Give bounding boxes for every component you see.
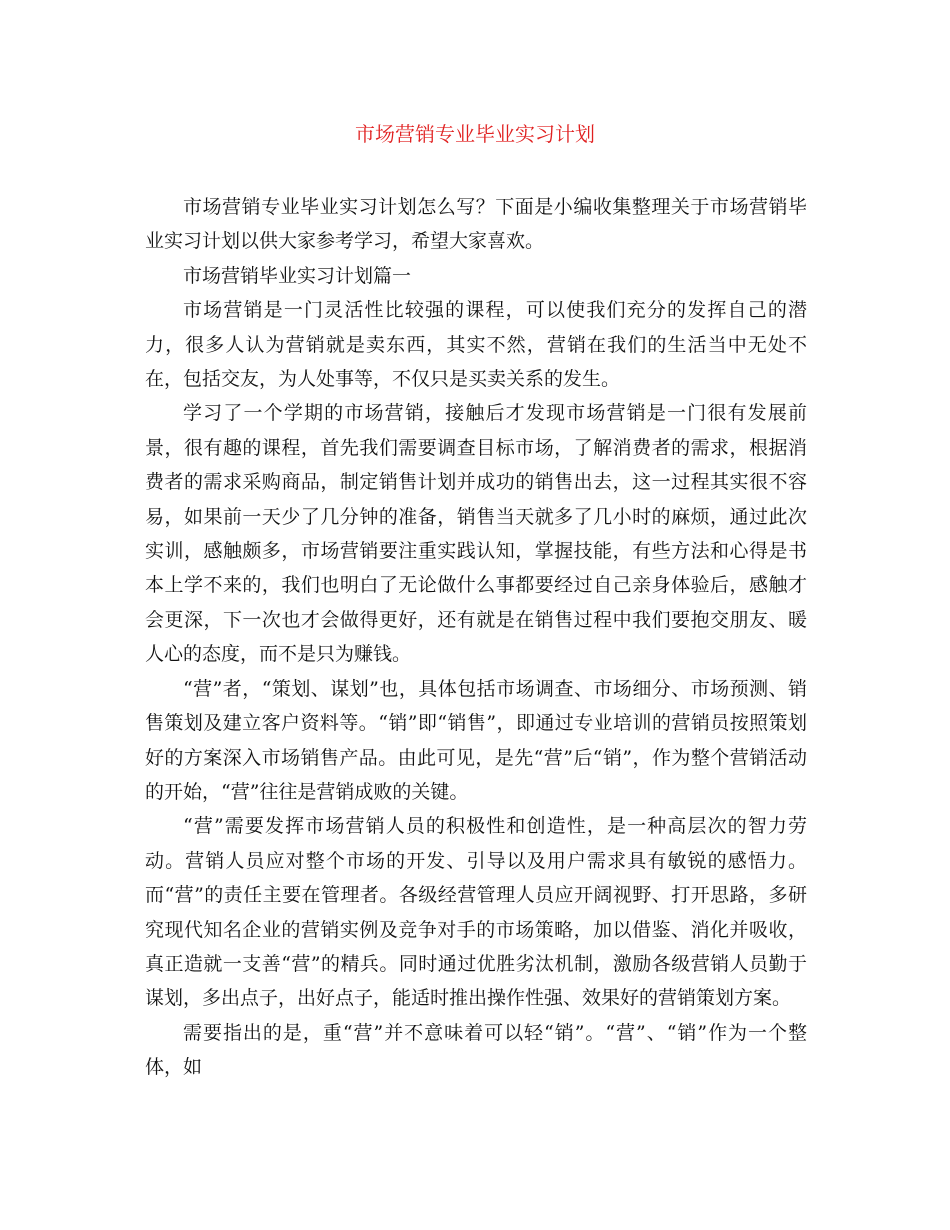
paragraph-intro: 市场营销专业毕业实习计划怎么写？下面是小编收集整理关于市场营销毕业实习计划以供大家参考学习，希望大家喜欢。 [145, 196, 807, 253]
paragraph: “营”者，“策划、谋划”也，具体包括市场调查、市场细分、市场预测、销售策划及建立客户资料等。“销”即“销售”，即通过专业培训的营销员按照策划好的方案深入市场销售产品。由此可见，是先“营”后“销”，作为整个营销活动的开始，“营”往往是营销成败的关键。 [145, 677, 807, 803]
paragraph: “营”需要发挥市场营销人员的积极性和创造性，是一种高层次的智力劳动。营销人员应对整个市场的开发、引导以及用户需求具有敏锐的感悟力。而“营”的责任主要在管理者。各级经营管理人员应开阔视野、打开思路，多研究现代知名企业的营销实例及竞争对手的市场策略，加以借鉴、消化并吸收，真正造就一支善“营”的精兵。同时通过优胜劣汰机制，激励各级营销人员勤于谋划，多出点子，出好点子，能适时推出操作性强、效果好的营销策划方案。 [145, 815, 807, 1010]
paragraph: 学习了一个学期的市场营销，接触后才发现市场营销是一门很有发展前景，很有趣的课程，首先我们需要调查目标市场，了解消费者的需求，根据消费者的需求采购商品，制定销售计划并成功的销售出去，这一过程其实很不容易，如果前一天少了几分钟的准备，销售当天就多了几小时的麻烦，通过此次实训，感触颇多，市场营销要注重实践认知，掌握技能，有些方法和心得是书本上学不来的，我们也明白了无论做什么事都要经过自己亲身体验后，感触才会更深，下一次也才会做得更好，还有就是在销售过程中我们要抱交朋友、暖人心的态度，而不是只为赚钱。 [145, 402, 807, 666]
paragraph: 市场营销是一门灵活性比较强的课程，可以使我们充分的发挥自己的潜力，很多人认为营销就是卖东西，其实不然，营销在我们的生活当中无处不在，包括交友，为人处事等，不仅只是买卖关系的发生。 [145, 299, 807, 391]
section-heading: 市场营销毕业实习计划篇一 [183, 264, 412, 287]
document-body [145, 190, 807, 1085]
document-title: 市场营销专业毕业实习计划 [355, 122, 595, 146]
paragraph: 需要指出的是，重“营”并不意味着可以轻“销”。“营”、“销”作为一个整体，如 [145, 1021, 807, 1079]
